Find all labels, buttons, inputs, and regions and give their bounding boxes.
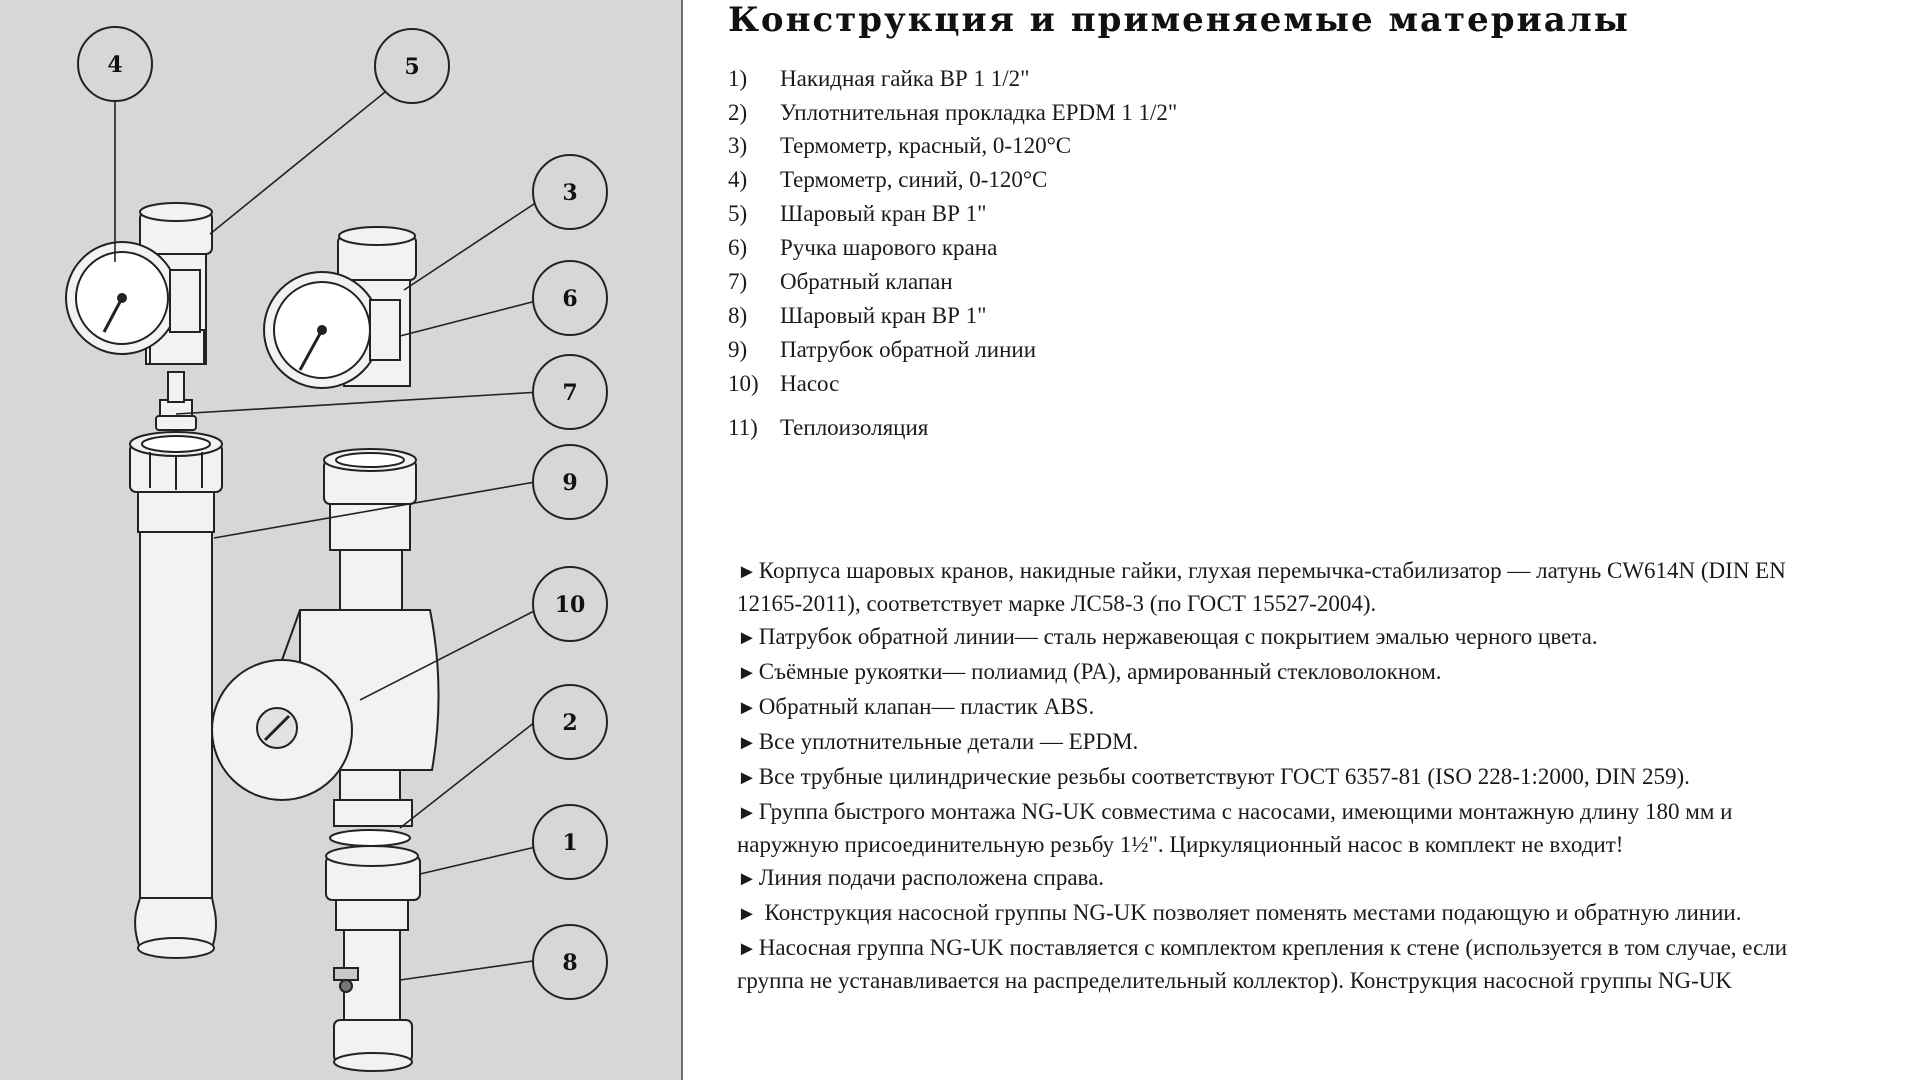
bottom-ball-valve	[334, 930, 412, 1071]
svg-text:1: 1	[562, 830, 578, 856]
note-paragraph: ►Обратный клапан— пластик ABS.	[737, 694, 1095, 719]
callout-2	[533, 685, 607, 759]
svg-text:10: 10	[554, 592, 586, 618]
pump-group-diagram	[0, 0, 683, 1080]
parts-list-item: 7) Обратный клапан	[728, 269, 953, 294]
pump	[212, 610, 439, 804]
callout-5	[375, 29, 449, 103]
svg-text:7: 7	[562, 380, 578, 406]
parts-list-item: 6) Ручка шарового крана	[728, 235, 998, 260]
page-title: Конструкция и применяемые материалы	[728, 0, 1630, 40]
parts-list-item: 5) Шаровый кран ВР 1"	[728, 201, 987, 226]
bottom-gasket	[330, 800, 412, 846]
svg-text:9: 9	[562, 470, 578, 496]
parts-list-item: 2) Уплотнительная прокладка EPDM 1 1/2"	[728, 100, 1178, 125]
note-paragraph: ►Группа быстрого монтажа NG-UK совместима с насосами, имеющими монтажную длину 180 мм и наружную присоединительную резьбу 1½". Циркуляционный насос в комплект не входит!	[737, 799, 1733, 857]
note-paragraph: ►Все трубные цилиндрические резьбы соответствуют ГОСТ 6357-81 (ISO 228-1:2000, DIN 259).	[737, 764, 1690, 789]
note-paragraph: ►Все уплотнительные детали — EPDM.	[737, 729, 1139, 754]
svg-text:5: 5	[404, 54, 420, 80]
callout-8	[533, 925, 607, 999]
svg-text:8: 8	[562, 950, 578, 976]
supply-top-nut	[324, 449, 416, 610]
callout-4	[78, 27, 152, 101]
note-paragraph: ► Конструкция насосной группы NG-UK позволяет поменять местами подающую и обратную линии.	[737, 900, 1742, 925]
triangle-bullet-icon: ►	[737, 938, 757, 960]
note-paragraph: ►Линия подачи расположена справа.	[737, 865, 1105, 890]
parts-list-item: 9) Патрубок обратной линии	[728, 337, 1037, 362]
triangle-bullet-icon: ►	[737, 903, 757, 925]
svg-text:3: 3	[562, 180, 578, 206]
triangle-bullet-icon: ►	[737, 697, 757, 719]
note-paragraph: ►Насосная группа NG-UK поставляется с комплектом крепления к стене (используется в том случае, если группа не устанавливается на распределительный коллектор). Конструкция насосной группы NG-UK	[737, 935, 1788, 993]
triangle-bullet-icon: ►	[737, 868, 757, 890]
parts-list-item: 11) Теплоизоляция	[728, 415, 929, 440]
parts-list-item: 8) Шаровый кран ВР 1"	[728, 303, 987, 328]
callout-10	[533, 567, 607, 641]
svg-text:2: 2	[562, 710, 578, 736]
triangle-bullet-icon: ►	[737, 767, 757, 789]
svg-text:6: 6	[562, 286, 578, 312]
triangle-bullet-icon: ►	[737, 627, 757, 649]
triangle-bullet-icon: ►	[737, 561, 757, 583]
callout-1	[533, 805, 607, 879]
parts-list-item: 3) Термометр, красный, 0-120°C	[728, 133, 1072, 158]
triangle-bullet-icon: ►	[737, 802, 757, 824]
parts-list-item: 4) Термометр, синий, 0-120°C	[728, 167, 1048, 192]
note-paragraph: ►Патрубок обратной линии— сталь нержавеющая с покрытием эмалью черного цвета.	[737, 624, 1598, 649]
triangle-bullet-icon: ►	[737, 732, 757, 754]
note-paragraph: ►Корпуса шаровых кранов, накидные гайки, глухая перемычка-стабилизатор — латунь CW614N (DIN EN 12165-2011), соответствует марке ЛС58-3 (по ГОСТ 15527-2004).	[737, 558, 1786, 616]
triangle-bullet-icon: ►	[737, 662, 757, 684]
callout-7	[533, 355, 607, 429]
svg-text:4: 4	[107, 52, 123, 78]
parts-list-item: 1) Накидная гайка ВР 1 1/2"	[728, 66, 1030, 91]
return-pipe	[130, 432, 222, 958]
materials-notes	[737, 555, 1797, 998]
note-paragraph: ►Съёмные рукоятки— полиамид (PA), армированный стекловолокном.	[737, 659, 1442, 684]
callout-6	[533, 261, 607, 335]
parts-list-item: 10) Насос	[728, 371, 840, 396]
check-valve	[156, 372, 196, 430]
diagram-panel	[0, 0, 683, 1080]
callout-3	[533, 155, 607, 229]
callout-9	[533, 445, 607, 519]
bottom-nut	[326, 846, 420, 930]
